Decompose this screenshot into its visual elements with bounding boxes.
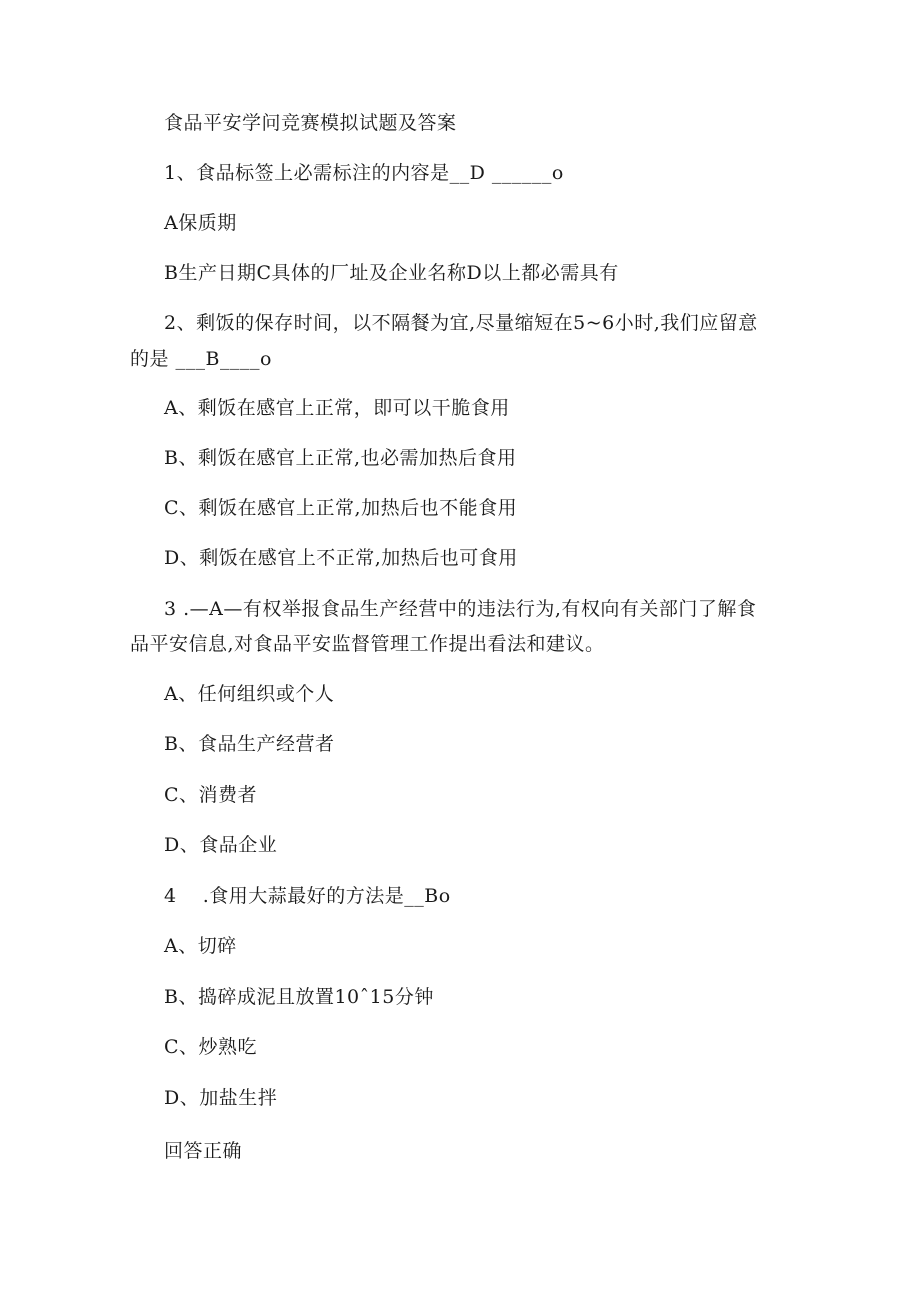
question-4: 4 .食用大蒜最好的方法是__Bo — [164, 885, 451, 907]
q2-option-c: C、剩饭在感官上正常,加热后也不能食用 — [164, 497, 518, 519]
q3-option-a: A、任何组织或个人 — [164, 683, 335, 705]
q3-option-b: B、食品生产经营者 — [164, 733, 335, 755]
question-3-line-1: 3 .—A—有权举报食品生产经营中的违法行为,有权向有关部门了解食 — [164, 598, 757, 620]
q4-option-c: C、炒熟吃 — [164, 1036, 258, 1058]
question-2-line-1: 2、剩饭的保存时间，以不隔餐为宜,尽量缩短在5~6小时,我们应留意 — [164, 312, 758, 334]
question-3-line-2: 品平安信息,对食品平安监督管理工作提出看法和建议。 — [130, 633, 605, 655]
question-2-line-2: 的是 ___B____o — [130, 348, 272, 370]
q2-option-a: A、剩饭在感官上正常，即可以干脆食用 — [164, 397, 510, 419]
q4-option-b: B、捣碎成泥且放置10ˆ15分钟 — [164, 986, 434, 1008]
q2-option-d: D、剩饭在感官上不正常,加热后也可食用 — [164, 547, 518, 569]
q1-options-bcd: B生产日期C具体的厂址及企业名称D以上都必需具有 — [164, 262, 619, 284]
q1-option-a: A保质期 — [164, 212, 237, 234]
question-1: 1、食品标签上必需标注的内容是__D ______o — [164, 162, 564, 184]
document-title: 食品平安学问竞赛模拟试题及答案 — [164, 112, 457, 134]
answer-footer: 回答正确 — [164, 1140, 243, 1162]
q3-option-c: C、消费者 — [164, 784, 258, 806]
q4-option-d: D、加盐生拌 — [164, 1087, 278, 1109]
q4-option-a: A、切碎 — [164, 935, 237, 957]
q3-option-d: D、食品企业 — [164, 834, 278, 856]
q2-option-b: B、剩饭在感官上正常,也必需加热后食用 — [164, 447, 517, 469]
